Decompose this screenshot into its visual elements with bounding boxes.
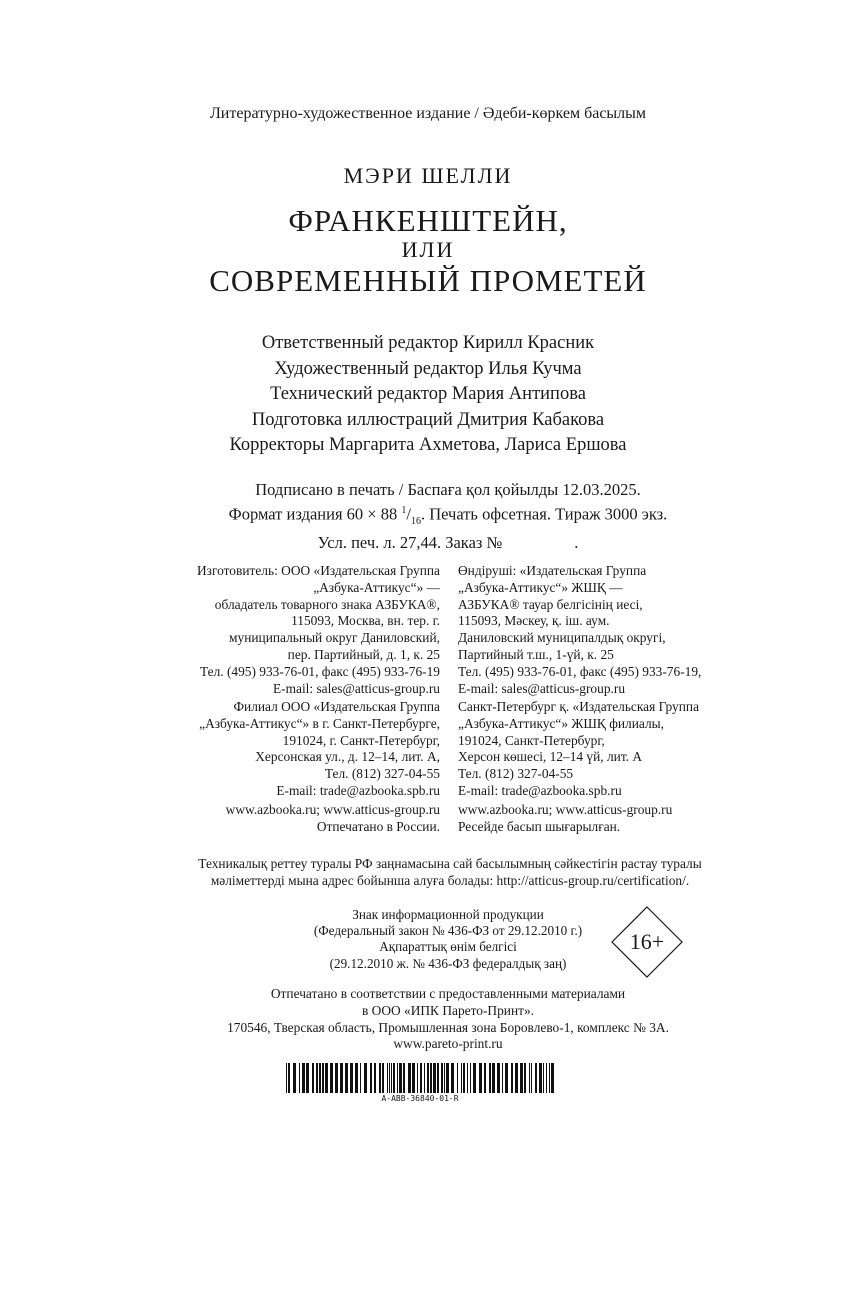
maker-kz	[458, 563, 701, 697]
barcode-bar	[355, 1063, 358, 1093]
barcode-bar	[470, 1063, 471, 1093]
barcode-bar	[461, 1063, 462, 1093]
info-sign-line: (29.12.2010 ж. № 436-ФЗ федералдық заң)	[329, 955, 567, 971]
printer-line: в ООО «ИПК Парето-Принт».	[361, 1002, 535, 1018]
barcode-bar	[433, 1063, 436, 1093]
barcode-bar	[330, 1063, 333, 1093]
branch-ru-line: Херсонская ул., д. 12–14, лит. А,	[255, 749, 440, 765]
maker-ru-line: „Азбука-Аттикус“» —	[313, 579, 440, 595]
barcode-bar	[382, 1063, 384, 1093]
format-suffix: . Печать офсетная. Тираж 3000 экз.	[420, 504, 668, 524]
maker-ru-line: Изготовитель: ООО «Издательская Группа	[197, 563, 440, 578]
printer-line: www.pareto-print.ru	[393, 1036, 503, 1052]
branch-kz-line: E-mail: trade@azbooka.spb.ru	[458, 782, 622, 798]
maker-kz-line: АЗБУКА® тауар белгісінің иесі,	[458, 596, 643, 612]
barcode-bar	[492, 1063, 495, 1093]
barcode-bar	[539, 1063, 542, 1093]
barcode-bar	[286, 1063, 287, 1093]
info-sign-line: Знак информационной продукции	[352, 907, 544, 922]
barcode-bar	[420, 1063, 422, 1093]
barcode-bar	[444, 1063, 445, 1093]
info-sign-line: Ақпараттық өнім белгісі	[379, 939, 517, 955]
info-product-sign	[278, 907, 618, 972]
barcode-bar	[399, 1063, 402, 1093]
author-name: МЭРИ ШЕЛЛИ	[343, 163, 513, 188]
printer-line: 170546, Тверская область, Промышленная зона Боровлево-1, комплекс № 3А.	[227, 1019, 669, 1035]
web-kz	[458, 802, 672, 836]
barcode-bar	[473, 1063, 476, 1093]
web-ru-line: www.azbooka.ru; www.atticus-group.ru	[225, 802, 440, 817]
barcode-bar	[364, 1063, 367, 1093]
barcode-bar	[531, 1063, 532, 1093]
barcode-bar	[312, 1063, 314, 1093]
barcode-bar	[437, 1063, 439, 1093]
barcode-bar	[293, 1063, 296, 1093]
barcode-bar	[302, 1063, 305, 1093]
signed-line: Подписано в печать / Баспаға қол қойылды 12.03.2025.	[255, 480, 641, 499]
editor-line: Корректоры Маргарита Ахметова, Лариса Ершова	[229, 435, 627, 455]
branch-ru-line: 191024, г. Санкт-Петербург,	[282, 732, 440, 748]
maker-kz-line: Партийный т.ш., 1-үй, к. 25	[458, 646, 614, 662]
format-line: Формат издания 60 × 88 $^1/_{16}$. Печать офсетная. Тираж 3000 экз.	[228, 504, 668, 527]
barcode-bar	[389, 1063, 390, 1093]
maker-kz-line: Даниловский муниципалдық округі,	[458, 630, 666, 646]
maker-kz-line: 115093, Мәскеу, қ. іш. аум.	[458, 613, 610, 629]
barcode-bar	[379, 1063, 381, 1093]
maker-ru-line: E-mail: sales@atticus-group.ru	[272, 680, 440, 696]
barcode-bar	[484, 1063, 486, 1093]
format-prefix: Формат издания 60 × 88	[228, 504, 402, 524]
barcode-bar	[446, 1063, 449, 1093]
maker-kz-line: „Азбука-Аттикус“» ЖШҚ —	[458, 579, 623, 595]
branch-ru-line: E-mail: trade@azbooka.spb.ru	[276, 782, 440, 798]
barcode-bar	[451, 1063, 454, 1093]
barcode-bar	[524, 1063, 526, 1093]
barcode-bar	[467, 1063, 468, 1093]
barcode-bar	[457, 1063, 458, 1093]
barcode-bar	[502, 1063, 503, 1093]
age-rating-text: 16+	[629, 929, 665, 954]
printer-line: Отпечатано в соответствии с предоставленными материалами	[270, 986, 626, 1001]
barcode-bar	[441, 1063, 443, 1093]
printer-info	[0, 986, 856, 1053]
barcode-bar	[489, 1063, 491, 1093]
barcode-bar	[360, 1063, 361, 1093]
barcode-bar	[430, 1063, 432, 1093]
editors-list	[0, 331, 856, 459]
barcode-bar	[417, 1063, 418, 1093]
branch-ru-line: Филиал ООО «Издательская Группа	[233, 699, 440, 714]
editor-line: Подготовка иллюстраций Дмитрия Кабакова	[251, 409, 605, 430]
barcode-bar	[370, 1063, 372, 1093]
barcode-bar	[515, 1063, 518, 1093]
barcode-bar	[393, 1063, 395, 1093]
genre-line: Литературно-художественное издание / Әдеби-көркем басылым	[209, 105, 647, 122]
web-ru	[226, 802, 440, 836]
barcode-bar	[288, 1063, 290, 1093]
editor-line: Технический редактор Мария Антипова	[270, 384, 586, 404]
maker-kz-line: Өндіруші: «Издательская Группа	[458, 563, 647, 578]
barcode-bar	[325, 1063, 328, 1093]
barcode-bar	[549, 1063, 550, 1093]
branch-ru	[199, 699, 440, 800]
branch-kz-line: 191024, Санкт-Петербург,	[458, 732, 605, 748]
barcode-bar	[543, 1063, 544, 1093]
barcode-bar	[551, 1063, 554, 1093]
barcode-bar	[397, 1063, 398, 1093]
barcode-bar	[345, 1063, 348, 1093]
barcode-bar	[316, 1063, 318, 1093]
barcode-bar	[350, 1063, 353, 1093]
branch-ru-line: „Азбука-Аттикус“» в г. Санкт-Петербурге,	[199, 715, 440, 731]
barcode-bar	[505, 1063, 508, 1093]
barcode-bar	[535, 1063, 537, 1093]
sheets-text: Усл. печ. л. 27,44. Заказ №	[317, 532, 503, 552]
barcode-bar	[403, 1063, 405, 1093]
sheets-end: .	[574, 532, 579, 552]
maker-ru-line: пер. Партийный, д. 1, к. 25	[287, 646, 440, 662]
barcode-bar	[306, 1063, 309, 1093]
maker-ru	[197, 563, 440, 697]
barcode-bar	[391, 1063, 392, 1093]
barcode-bar	[511, 1063, 513, 1093]
web-kz-line: www.azbooka.ru; www.atticus-group.ru	[458, 802, 673, 817]
info-sign-line: (Федеральный закон № 436-ФЗ от 29.12.2010 г.)	[313, 923, 583, 939]
barcode-label: A-ABB-36840-01-R	[381, 1094, 459, 1103]
maker-ru-line: обладатель товарного знака АЗБУКА®,	[214, 596, 440, 612]
format-numerator: 1	[401, 505, 407, 516]
maker-kz-line: E-mail: sales@atticus-group.ru	[458, 680, 626, 696]
barcode-bar	[463, 1063, 465, 1093]
branch-kz-line: Санкт-Петербург қ. «Издательская Группа	[458, 699, 700, 714]
maker-ru-line: 115093, Москва, вн. тер. г.	[291, 613, 440, 629]
barcode-bar	[340, 1063, 343, 1093]
barcode-bar	[408, 1063, 411, 1093]
barcode-bar	[497, 1063, 500, 1093]
barcode-bar	[479, 1063, 482, 1093]
barcode-bar	[424, 1063, 425, 1093]
barcode-bar	[529, 1063, 530, 1093]
age-rating-badge	[611, 906, 683, 978]
title-line-1: ФРАНКЕНШТЕЙН,	[288, 203, 568, 238]
barcode-bar	[322, 1063, 324, 1093]
maker-kz-line: Тел. (495) 933-76-01, факс (495) 933-76-19,	[458, 663, 702, 679]
barcode-bar	[387, 1063, 388, 1093]
barcode-bar	[335, 1063, 338, 1093]
editor-line: Ответственный редактор Кирилл Красник	[261, 333, 595, 353]
barcode-bar	[374, 1063, 376, 1093]
branch-kz-line: Тел. (812) 327-04-55	[458, 766, 574, 782]
web-ru-line: Отпечатано в России.	[316, 818, 440, 834]
branch-kz	[458, 699, 699, 800]
maker-ru-line: муниципальный округ Даниловский,	[229, 630, 440, 646]
certification-line: Техникалық реттеу туралы РФ заңнамасына сай басылымның сәйкестігін растау туралы	[198, 856, 702, 871]
print-info	[0, 479, 856, 553]
barcode-bar	[520, 1063, 523, 1093]
maker-ru-line: Тел. (495) 933-76-01, факс (495) 933-76-19	[199, 663, 440, 679]
branch-kz-line: Херсон көшесі, 12–14 үй, лит. А	[458, 749, 643, 765]
certification-note	[0, 856, 856, 890]
certification-line: мәліметтерді мына адрес бойынша алуға болады: http://atticus-group.ru/certification/.	[210, 872, 690, 888]
barcode	[286, 1063, 554, 1093]
barcode-bar	[299, 1063, 300, 1093]
format-denominator: 16	[410, 515, 421, 527]
branch-ru-line: Тел. (812) 327-04-55	[324, 766, 440, 782]
title-line-2: ИЛИ	[401, 237, 455, 262]
sheets-line	[0, 532, 856, 553]
editor-line: Художественный редактор Илья Кучма	[274, 358, 582, 379]
barcode-bar	[412, 1063, 415, 1093]
barcode-bar	[546, 1063, 547, 1093]
barcode-bar	[319, 1063, 321, 1093]
branch-kz-line: „Азбука-Аттикус“» ЖШҚ филиалы,	[458, 715, 664, 731]
title-line-3: СОВРЕМЕННЫЙ ПРОМЕТЕЙ	[209, 263, 647, 298]
barcode-bar	[427, 1063, 429, 1093]
web-kz-line: Ресейде басып шығарылған.	[458, 818, 621, 834]
